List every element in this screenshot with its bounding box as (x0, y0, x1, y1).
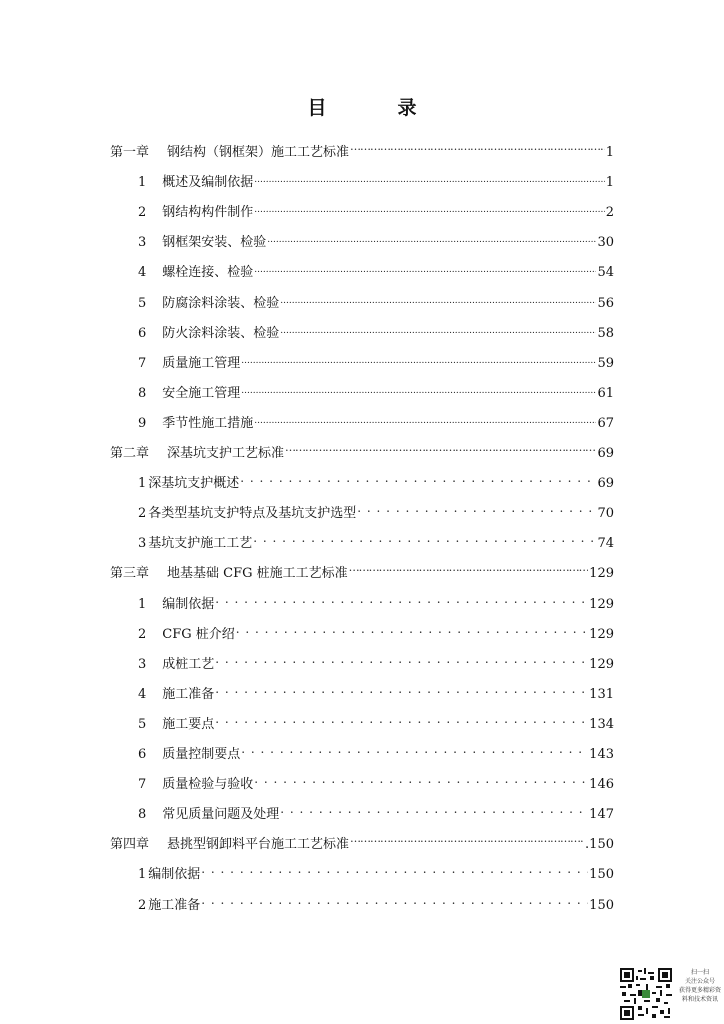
toc-page-number: 69 (597, 476, 614, 491)
toc-leader-dots (280, 319, 596, 337)
toc-leader-dots (254, 168, 604, 186)
toc-number: 6 (138, 747, 147, 762)
toc-title: 防火涂料涂装、检验 (162, 326, 280, 341)
toc-title: 深基坑支护工艺标准 (167, 446, 285, 461)
toc-page-number: 56 (597, 296, 614, 311)
toc-leader-dots (241, 740, 588, 758)
toc-number: 8 (138, 807, 147, 822)
toc-title: 各类型基坑支护特点及基坑支护选型 (148, 506, 357, 521)
toc-number: 7 (138, 777, 147, 792)
toc-page-number: 129 (589, 597, 614, 612)
toc-page-number: 67 (597, 416, 614, 431)
qr-caption-line: 料和技术资讯 (681, 996, 718, 1003)
toc-title: 施工准备 (162, 687, 215, 702)
toc-number: 1 (138, 597, 147, 612)
toc-number: 4 (138, 687, 147, 702)
toc-number: 第一章 (110, 145, 150, 160)
qr-code-image (620, 968, 672, 1020)
toc-leader-dots (241, 379, 596, 397)
toc-leader-dots (236, 620, 588, 638)
toc-page-number: 129 (589, 566, 614, 581)
toc-page-number: 74 (597, 536, 614, 551)
toc-title: 钢结构构件制作 (162, 205, 254, 220)
toc-title: 悬挑型钢卸料平台施工工艺标准 (167, 837, 350, 852)
toc-leader-dots (201, 891, 588, 909)
toc-chapter-row (110, 138, 614, 160)
toc-number: 2 (138, 205, 147, 220)
toc-section-row (138, 319, 614, 341)
toc-number: 第四章 (110, 837, 150, 852)
toc-title: 施工要点 (162, 717, 215, 732)
toc-title: 编制依据 (148, 867, 201, 882)
toc-number: 8 (138, 386, 147, 401)
toc-page-number: 69 (597, 446, 614, 461)
toc-number: 7 (138, 356, 147, 371)
toc-page-number: 2 (605, 205, 614, 220)
toc-leader-dots (254, 258, 596, 276)
toc-title: 地基基础 CFG 桩施工工艺标准 (167, 566, 348, 581)
toc-number: 1 (138, 867, 147, 882)
toc-leader-dots (215, 710, 588, 728)
toc-number: 第二章 (110, 446, 150, 461)
qr-caption-line: 关注公众号 (684, 978, 715, 985)
toc-title: CFG 桩介绍 (162, 627, 235, 642)
toc-number: 3 (138, 536, 147, 551)
toc-title: 季节性施工措施 (162, 416, 254, 431)
toc-section-row (138, 770, 614, 792)
toc-leader-dots (253, 529, 596, 547)
toc-number: 3 (138, 235, 147, 250)
toc-section-row (138, 289, 614, 311)
toc-title: 施工准备 (148, 898, 201, 913)
toc-page-number: .150 (585, 837, 614, 852)
toc-title: 安全施工管理 (162, 386, 241, 401)
toc-chapter-row (110, 830, 614, 852)
toc-chapter-row (110, 559, 614, 581)
toc-section-row (138, 198, 614, 220)
toc-section-row (138, 891, 614, 913)
toc-page-number: 61 (597, 386, 614, 401)
toc-leader-dots (201, 860, 588, 878)
toc-number: 1 (138, 175, 147, 190)
toc-title: 螺栓连接、检验 (162, 265, 254, 280)
toc-title: 钢结构（钢框架）施工工艺标准 (167, 145, 350, 160)
toc-section-row (138, 379, 614, 401)
qr-caption-line: 扫一扫 (690, 969, 709, 976)
toc-page-number: 129 (589, 627, 614, 642)
toc-page-number: 147 (589, 807, 614, 822)
toc-page-number: 129 (589, 657, 614, 672)
toc-leader-dots (254, 198, 604, 216)
toc-section-row (138, 228, 614, 250)
toc-title: 质量检验与验收 (162, 777, 254, 792)
toc-number: 2 (138, 506, 147, 521)
toc-section-row (138, 258, 614, 280)
qr-caption (676, 968, 724, 1004)
page-title: 目 录 (307, 97, 443, 119)
toc-leader-dots (349, 559, 589, 577)
toc-page-number: 131 (589, 687, 614, 702)
toc-title: 深基坑支护概述 (148, 476, 240, 491)
toc-leader-dots (254, 770, 588, 788)
toc-page-number: 1 (605, 175, 614, 190)
toc-leader-dots (357, 499, 596, 517)
toc-page-number: 30 (597, 235, 614, 250)
toc-title: 质量控制要点 (162, 747, 241, 762)
toc-page-number: 146 (589, 777, 614, 792)
toc-number: 第三章 (110, 566, 150, 581)
toc-title: 概述及编制依据 (162, 175, 254, 190)
toc-number: 2 (138, 898, 147, 913)
toc-title: 防腐涂料涂装、检验 (162, 296, 280, 311)
toc-chapter-row (110, 439, 614, 461)
toc-leader-dots (267, 228, 596, 246)
toc-number: 5 (138, 717, 147, 732)
toc-leader-dots (215, 680, 588, 698)
toc-section-row (138, 650, 614, 672)
toc-page-number: 143 (589, 747, 614, 762)
toc-title: 基坑支护施工工艺 (148, 536, 253, 551)
toc-section-row (138, 680, 614, 702)
toc-title: 常见质量问题及处理 (162, 807, 280, 822)
toc-number: 5 (138, 296, 147, 311)
toc-leader-dots (241, 349, 596, 367)
toc-page-number: 150 (589, 898, 614, 913)
toc-page-number: 59 (597, 356, 614, 371)
toc-number: 9 (138, 416, 147, 431)
toc-number: 2 (138, 627, 147, 642)
toc-number: 4 (138, 265, 147, 280)
toc-page-number: 134 (589, 717, 614, 732)
toc-title: 质量施工管理 (162, 356, 241, 371)
toc-leader-dots (240, 469, 596, 487)
toc-section-row (138, 349, 614, 371)
toc-number: 6 (138, 326, 147, 341)
toc-leader-dots (285, 439, 596, 457)
toc-section-row (138, 409, 614, 431)
toc-section-row (138, 860, 614, 882)
toc-leader-dots (280, 800, 588, 818)
toc-leader-dots (280, 289, 596, 307)
toc-leader-dots (350, 830, 584, 848)
toc-title: 钢框架安装、检验 (162, 235, 267, 250)
toc-section-row (138, 620, 614, 642)
toc-number: 1 (138, 476, 147, 491)
toc-section-row (138, 529, 614, 551)
toc-section-row (138, 499, 614, 521)
toc-page-number: 54 (597, 265, 614, 280)
toc-section-row (138, 590, 614, 612)
toc-page-number: 150 (589, 867, 614, 882)
toc-page-number: 1 (605, 145, 614, 160)
qr-caption-line: 获得更多精彩资 (678, 987, 721, 994)
toc-section-row (138, 800, 614, 822)
toc-title: 成桩工艺 (162, 657, 215, 672)
toc-leader-dots (215, 590, 588, 608)
toc-leader-dots (215, 650, 588, 668)
toc-title: 编制依据 (162, 597, 215, 612)
toc-section-row (138, 740, 614, 762)
toc-section-row (138, 168, 614, 190)
toc-leader-dots (254, 409, 596, 427)
toc-page-number: 70 (597, 506, 614, 521)
toc-leader-dots (350, 138, 605, 156)
toc-section-row (138, 469, 614, 491)
toc-section-row (138, 710, 614, 732)
toc-number: 3 (138, 657, 147, 672)
toc-page-number: 58 (597, 326, 614, 341)
